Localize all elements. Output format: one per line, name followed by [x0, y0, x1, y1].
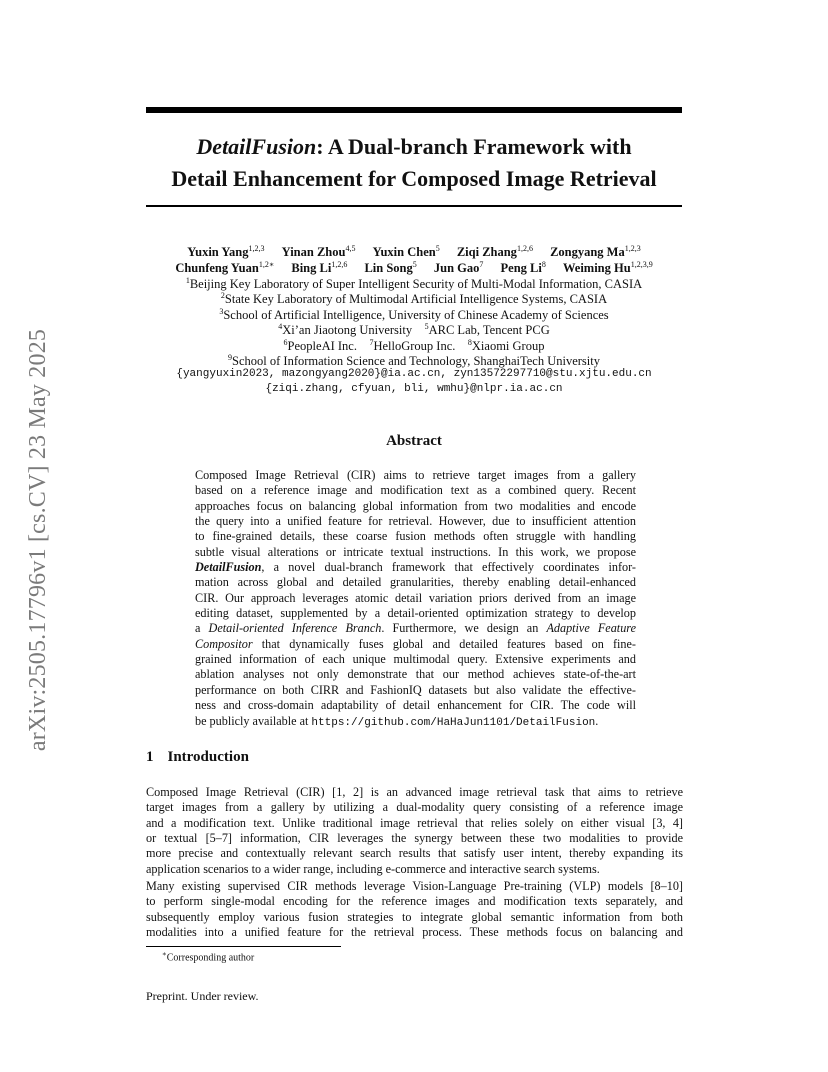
author: Zongyang Ma$^{1,2,3}$	[550, 244, 641, 260]
author: Yuxin Chen$^5$	[372, 244, 440, 260]
email-line: {yangyuxin2023, mazongyang2020}@ia.ac.cn, zyn13572297710@stu.xjtu.edu.cn	[176, 368, 652, 380]
affiliation: $^6$PeopleAI Inc. $^7$HelloGroup Inc. $^8$Xiaomi Group	[283, 338, 545, 354]
abstract-body: Composed Image Retrieval (CIR) aims to retrieve target images from a gallery based on a reference image and modification text as a combined query. Recent approaches focus on balancing global information from two modalities and encode the query into a unified feature for retrieval. However, due to insufficient attention to fine-grained details, these coarse fusion methods often struggle with handling subtle visual alterations or intricate textual instructions. In this work, we propose DetailFusion, a novel dual-branch framework that effectively coordinates infor- mation across global and detailed granularities, thereby enabling detail-enhanced CIR. Our approach leverages atomic detail variation priors derived from an image editing dataset, supplemented by a detail-oriented optimization strategy to develop a Detail-oriented Inference Branch. Furthermore, we design an Adaptive Feature Compositor that dynamically fuses global and detailed features based on fine- grained information of each unique multimodal query. Extensive experiments and ablation analyses not only demonstrate that our method achieves state-of-the-art performance on both CIRR and FashionIQ datasets but also validate the effective- ness and cross-domain adaptability of detail enhancement for CIR. The code will be publicly available at https://github.com/HaHaJun1101/DetailFusion.	[195, 468, 636, 729]
author: Yinan Zhou$^{4,5}$	[281, 244, 356, 260]
section-heading: 1 Introduction	[146, 749, 249, 765]
preprint-note: Preprint. Under review.	[146, 989, 259, 1003]
title-rule-top	[146, 107, 682, 113]
affiliation: $^1$Beijing Key Laboratory of Super Intelligent Security of Multi-Modal Information, CASIA	[185, 276, 643, 292]
affiliation: $^2$State Key Laboratory of Multimodal Artificial Intelligence Systems, CASIA	[220, 291, 608, 307]
author: Chunfeng Yuan$^{1,2∗}$	[175, 260, 275, 276]
paper-title	[146, 131, 682, 195]
author: Bing Li$^{1,2,6}$	[291, 260, 348, 276]
title-italic: DetailFusion	[196, 134, 317, 159]
email-line: {ziqi.zhang, cfyuan, bli, wmhu}@nlpr.ia.ac.cn	[265, 383, 563, 395]
abstract-heading: Abstract	[386, 433, 442, 449]
arxiv-id: arXiv:2505.17796v1 [cs.CV] 23 May 2025	[25, 328, 51, 752]
affiliation: $^3$School of Artificial Intelligence, University of Chinese Academy of Sciences	[219, 307, 609, 323]
intro-paragraph-2: Many existing supervised CIR methods leverage Vision-Language Pre-training (VLP) models [8–10] to perform single-modal encoding for the reference images and modification texts separately, and subsequently employ various fusion strategies to integrate global semantic information from both modalities into a unified feature for the retrieval process. These methods focus on balancing and	[146, 879, 683, 940]
author: Lin Song$^5$	[364, 260, 417, 276]
footnote: ∗Corresponding author	[162, 950, 255, 964]
title-line2: Detail Enhancement for Composed Image Retrieval	[171, 166, 657, 191]
title-rule-bottom	[146, 205, 682, 207]
affiliation: $^4$Xi’an Jiaotong University $^5$ARC Lab, Tencent PCG	[278, 322, 550, 338]
code-link[interactable]: https://github.com/HaHaJun1101/DetailFusion	[311, 716, 596, 729]
author: Ziqi Zhang$^{1,2,6}$	[456, 244, 533, 260]
author: Peng Li$^8$	[500, 260, 546, 276]
author: Yuxin Yang$^{1,2,3}$	[187, 244, 265, 260]
affiliation: $^9$School of Information Science and Technology, ShanghaiTech University	[228, 353, 600, 369]
author: Weiming Hu$^{1,2,3,9}$	[562, 260, 653, 276]
author: Jun Gao$^7$	[433, 260, 484, 276]
title-line1-rest: : A Dual-branch Framework with	[316, 134, 632, 159]
intro-paragraph-1: Composed Image Retrieval (CIR) [1, 2] is an advanced image retrieval task that aims to retrieve target images from a gallery by utilizing a dual-modality query consisting of a reference image and a modification text. Unlike traditional image retrieval that relies solely on either visual [3, 4] or textual [5–7] information, CIR leverages the synergy between these two modalities to provide more precise and contextually relevant search results that satisfy user intent, thereby expanding its application scenarios to a wider range, including e-commerce and interactive search systems.	[146, 785, 683, 876]
footnote-rule	[146, 946, 341, 947]
